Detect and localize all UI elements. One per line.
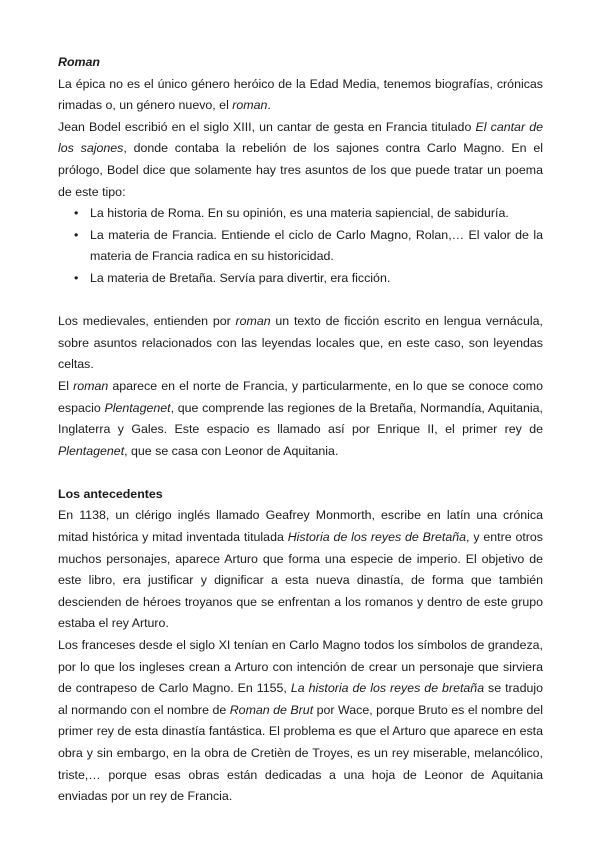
italic-term: Plentagenet [58, 443, 125, 458]
italic-term: roman [232, 98, 268, 113]
italic-title: El cantar de los sajones [58, 119, 543, 156]
text-run: un texto de ficción escrito en lengua vernácula, sobre asuntos relacionados con las leyendas locales que, en este caso, son leyendas celtas. [58, 314, 543, 372]
text-run: se tradujo al normando con el nombre de [58, 681, 544, 717]
text-run: aparece en el norte de Francia, y particularmente, en lo que se conoce como espacio [58, 378, 544, 415]
spacer [58, 462, 543, 484]
paragraph-roman-aparece [58, 376, 543, 462]
text-run: En 1138, un clérigo inglés llamado Geafrey Monmorth, escribe en latín una crónica mitad histórica y mitad inventada titulada [58, 508, 543, 545]
italic-term: roman [235, 314, 271, 329]
italic-title: Roman de Brut [229, 702, 314, 717]
text-run: Jean Bodel escribió en el siglo XIII, un cantar de gesta en Francia titulado [58, 119, 476, 134]
paragraph-jean-bodel [58, 117, 543, 203]
text-run: Los medievales, entienden por [58, 314, 236, 329]
section-heading-roman: Roman [58, 55, 100, 69]
italic-title: La historia de los reyes de bretaña [290, 681, 485, 696]
text-run: Los franceses desde el siglo XI tenían en Carlo Magno todos los símbolos de grandeza, por lo que los ingleses crean a Arturo con intención de crear un personaje que sirviera de contrapeso de Carlo Magno. En 1155, [58, 638, 543, 696]
text-run: , que comprende las regiones de la Bretaña, Normandía, Aquitania, Inglaterra y Gales. Este espacio es llamado así por Enrique II, el primer rey de [58, 400, 543, 437]
text-run: La épica no es el único género heróico de la Edad Media, tenemos biografías, crónicas rimadas o, un género nuevo, el [58, 76, 543, 113]
spacer [58, 290, 543, 312]
document-page [58, 52, 543, 808]
section-heading-antecedentes: Los antecedentes [58, 486, 163, 501]
bullet-list [58, 203, 543, 289]
paragraph-franceses [58, 635, 543, 808]
text-run: , que se casa con Leonor de Aquitania. [124, 443, 339, 458]
text-run: . [267, 98, 271, 113]
text-run: , donde contaba la rebelión de los sajones contra Carlo Magno. En el prólogo, Bodel dice que solamente hay tres asuntos de los que puede tratar un poema de este tipo: [58, 141, 543, 199]
paragraph-medievales [58, 311, 543, 376]
text-run: por Wace, porque Bruto es el nombre del primer rey de esta dinastía fantástica. El problema es que el Arturo que aparece en esta obra y sin embargo, en la obra de Cretièn de Troyes, es un rey miserable, melancólico, triste,… porque esas obras están dedicadas a una hoja de Leonor de Aquitania enviadas por un rey de Francia. [58, 702, 543, 804]
list-item: • La materia de Bretaña. Servía para divertir, era ficción. [58, 268, 543, 290]
list-item: • La historia de Roma. En su opinión, es una materia sapiencial, de sabiduría. [58, 203, 543, 225]
paragraph-epica [58, 74, 543, 117]
text-run: El [58, 378, 74, 393]
paragraph-1138 [58, 505, 543, 635]
text-run: , y entre otros muchos personajes, aparece Arturo que forma una especie de imperio. El objetivo de este libro, era justificar y dignificar a esta nueva dinastía, de forma que también descienden de héroes troyanos que se enfrentan a los romanos y dentro de este grupo estaba el rey Arturo. [58, 530, 543, 631]
italic-term: Plentagenet [104, 400, 171, 415]
italic-term: roman [73, 378, 109, 393]
italic-title: Historia de los reyes de Bretaña [287, 530, 467, 545]
list-item: • La materia de Francia. Entiende el ciclo de Carlo Magno, Rolan,… El valor de la materia de Francia radica en su historicidad. [58, 225, 543, 268]
